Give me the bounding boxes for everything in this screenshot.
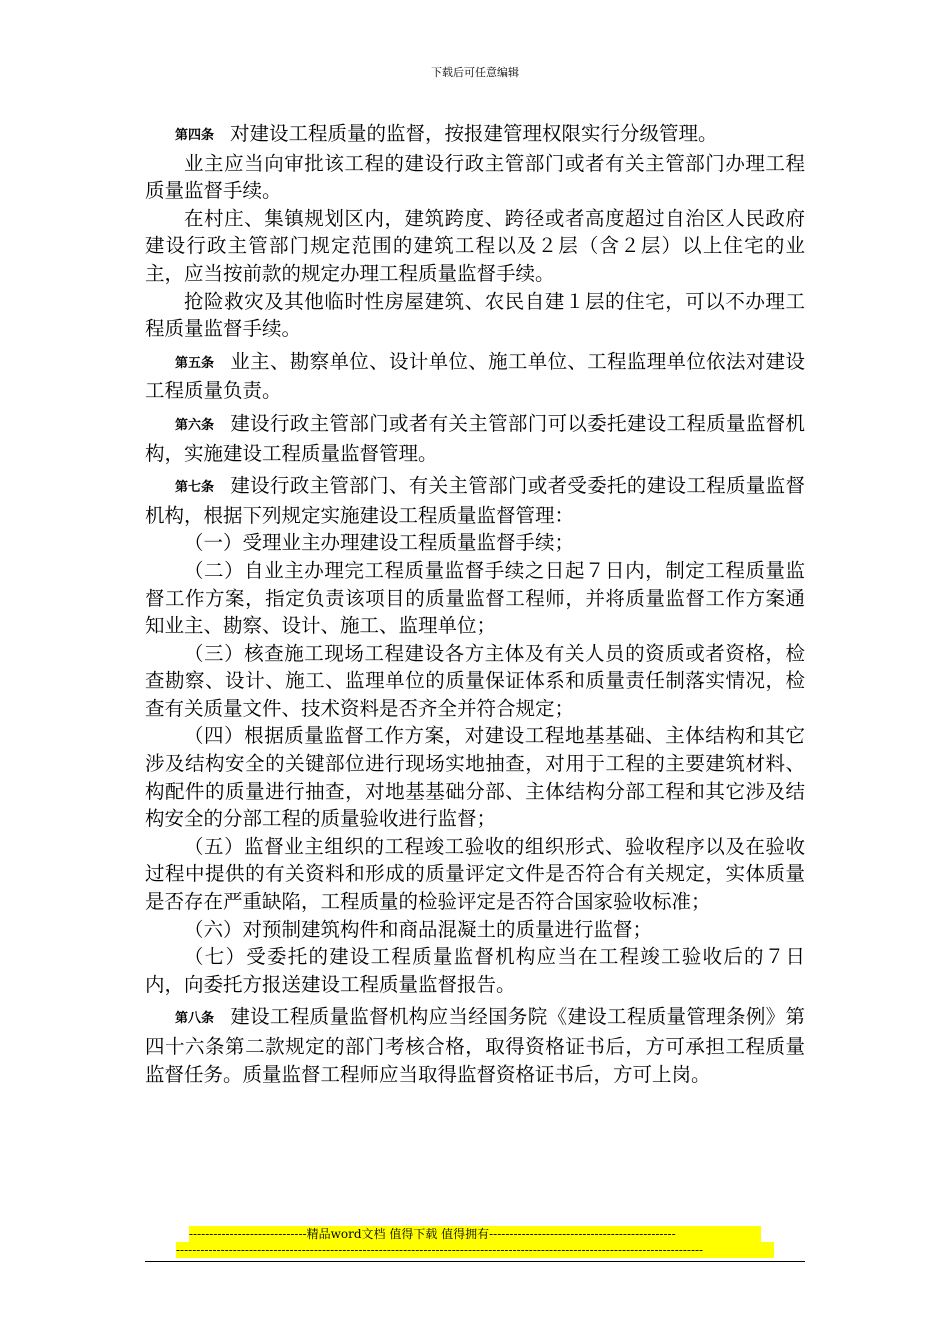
footer-banner: -----------------------------精品word文档 值得下载 值得拥有----------------------------------------------: [189, 1226, 761, 1242]
article-8: [145, 1003, 805, 1088]
article-label: 第五条: [175, 355, 215, 371]
article-6: [145, 410, 805, 467]
article-5: [145, 348, 805, 405]
footer-rule: [145, 1261, 805, 1262]
paragraph-text: 建设行政主管部门、有关主管部门或者受委托的建设工程质量监督机构，根据下列规定实施建设工程质量监督管理：: [145, 474, 805, 527]
list-item: （七）受委托的建设工程质量监督机构应当在工程竣工验收后的７日内，向委托方报送建设工程质量监督报告。: [145, 945, 805, 996]
article-4: [145, 120, 805, 150]
article-label: 第四条: [175, 128, 215, 143]
paragraph: 抢险救灾及其他临时性房屋建筑、农民自建１层的住宅，可以不办理工程质量监督手续。: [145, 289, 805, 341]
list-item: （五）监督业主组织的工程竣工验收的组织形式、验收程序以及在验收过程中提供的有关资料和形成的质量评定文件是否符合有关规定，实体质量是否存在严重缺陷，工程质量的检验评定是否符合国家验收标准；: [145, 834, 805, 914]
list-item: （一）受理业主办理建设工程质量监督手续；: [184, 531, 575, 555]
paragraph: 在村庄、集镇规划区内，建筑跨度、跨径或者高度超过自治区人民政府建设行政主管部门规定范围的建筑工程以及２层（含２层）以上住宅的业主，应当按前款的规定办理工程质量监督手续。: [145, 206, 805, 285]
footer-dashes: ----------------------------------------------------------------------------------------------------------------------------------: [176, 1242, 774, 1258]
paragraph-text: 业主、勘察单位、设计单位、施工单位、工程监理单位依法对建设工程质量负责。: [145, 349, 805, 403]
page-header: 下载后可任意编辑: [431, 66, 519, 79]
document-body: [145, 120, 805, 1088]
page-footer: [145, 1226, 805, 1262]
article-label: 第七条: [175, 480, 215, 496]
article-label: 第八条: [175, 1011, 215, 1027]
paragraph-text: 建设工程质量监督机构应当经国务院《建设工程质量管理条例》第四十六条第二款规定的部门考核合格，取得资格证书后，方可承担工程质量监督任务。质量监督工程师应当取得监督资格证书后，方可上岗。: [145, 1005, 805, 1086]
article-label: 第六条: [175, 417, 215, 433]
list-item: （三）核查施工现场工程建设各方主体及有关人员的资质或者资格，检查勘察、设计、施工、监理单位的质量保证体系和质量责任制落实情况，检查有关质量文件、技术资料是否齐全并符合规定；: [145, 641, 805, 720]
paragraph-text: 建设行政主管部门或者有关主管部门可以委托建设工程质量监督机构，实施建设工程质量监督管理。: [145, 411, 805, 465]
list-item: （四）根据质量监督工作方案，对建设工程地基基础、主体结构和其它涉及结构安全的关键部位进行现场实地抽查，对用于工程的主要建筑材料、构配件的质量进行抽查，对地基基础分部、主体结构分部工程和其它涉及结构安全的分部工程的质量验收进行监督；: [145, 724, 805, 831]
list-item: （六）对预制建筑构件和商品混凝土的质量进行监督；: [184, 917, 653, 941]
list-item: （二）自业主办理完工程质量监督手续之日起７日内，制定工程质量监督工作方案，指定负责该项目的质量监督工程师，并将质量监督工作方案通知业主、勘察、设计、施工、监理单位；: [145, 558, 805, 638]
article-7: [145, 472, 805, 529]
paragraph: 业主应当向审批该工程的建设行政主管部门或者有关主管部门办理工程质量监督手续。: [145, 151, 805, 203]
paragraph-text: 对建设工程质量的监督，按报建管理权限实行分级管理。: [230, 122, 718, 145]
